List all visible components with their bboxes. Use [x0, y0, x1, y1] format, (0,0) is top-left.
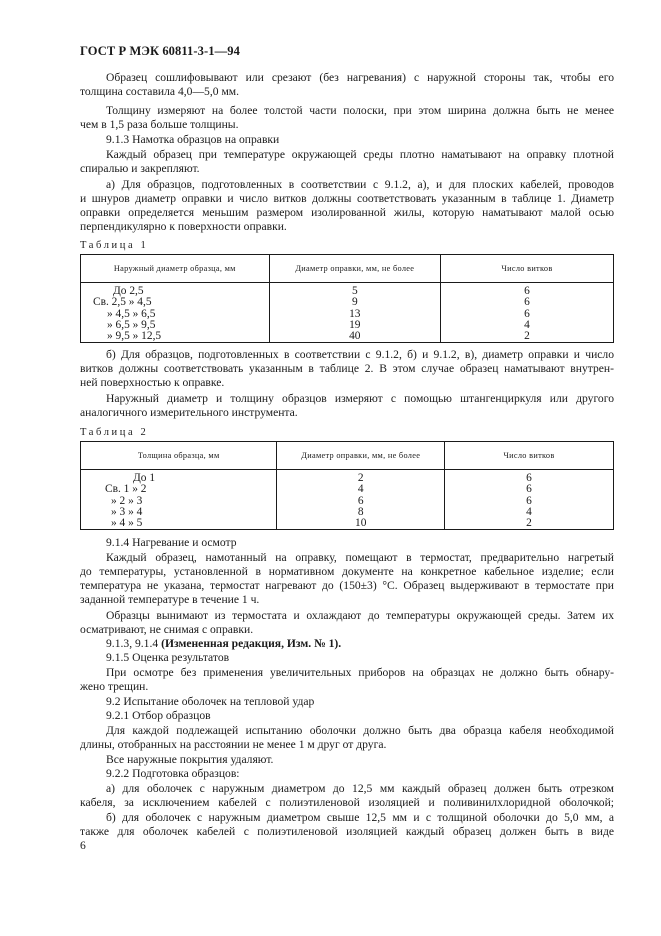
- paragraph-line: Образец сошлифовывают или срезают (без нагревания) с наружной стороны так, чтобы его: [106, 71, 614, 84]
- table-cell: 6: [524, 285, 530, 297]
- table-cell: » 9,5 » 12,5: [107, 330, 162, 343]
- table-header-cell: Наружный диаметр образца, мм: [81, 255, 270, 283]
- paragraph-line: спиралью и закрепляют.: [80, 162, 200, 175]
- paragraph-line: длины, отобранных на расстоянии не менее 1 м друг от друга.: [80, 738, 387, 751]
- table-cell: 10: [355, 517, 367, 530]
- paragraph-line: а) Для образцов, подготовленных в соответствии с 9.1.2, а), и для плоских кабелей, проводов: [106, 178, 614, 191]
- table-caption: Таблица 2: [80, 427, 149, 438]
- table-cell: 2: [526, 517, 532, 530]
- paragraph-line: оправки определяется меньшим размером изолированной жилы, которую наматывают малой осью: [80, 206, 614, 219]
- table-1: [80, 254, 614, 343]
- paragraph-line: Для каждой подлежащей испытанию оболочки должно быть два образца кабеля необходимой: [106, 724, 614, 737]
- paragraph-line: ней поверхностью к оправке.: [80, 376, 225, 389]
- table-2: [80, 441, 614, 530]
- paragraph-line: перпендикулярно к поверхности оправки.: [80, 220, 287, 233]
- table-cell: 8: [357, 505, 364, 518]
- paragraph-line: Толщину измеряют на более толстой части полоски, при этом ширина должна быть не менее: [106, 104, 614, 117]
- paragraph-line: также для оболочек кабелей с полиэтиленовой изоляцией каждый образец должен быть в виде: [80, 825, 614, 838]
- table-cell-column: [81, 470, 277, 530]
- table-header-cell: Диаметр оправки, мм, не более: [277, 442, 445, 470]
- table-cell: » 4 » 5: [111, 517, 143, 530]
- paragraph-line: Каждый образец при температуре окружающей среды плотно наматывают на оправку плотной: [106, 148, 614, 161]
- table-cell: 4: [524, 318, 530, 331]
- paragraph-line: температура не указана, термостат нагревают до (150±3) °С. Образец выдерживают в термостате при: [80, 579, 614, 592]
- table-header-cell: Число витков: [445, 442, 614, 470]
- paragraph-line: Все наружные покрытия удаляют.: [106, 753, 274, 766]
- paragraph-line: При осмотре без применения увеличительных приборов на образцах не должно быть обнару-: [106, 666, 614, 679]
- table-header-cell: Диаметр оправки, мм, не более: [269, 255, 440, 283]
- paragraph-line: аналогичного измерительного инструмента.: [80, 406, 298, 419]
- paragraph-line: а) для оболочек с наружным диаметром до 12,5 мм каждый образец должен быть отрезком: [106, 782, 614, 795]
- table-cell: » 6,5 » 9,5: [107, 318, 156, 331]
- table-header-cell: Число витков: [440, 255, 613, 283]
- table-cell: Св. 1 » 2: [105, 483, 147, 496]
- table-cell: 13: [349, 307, 361, 320]
- table-cell-column: [445, 470, 614, 530]
- table-cell-column: [277, 470, 445, 530]
- table-cell: 6: [524, 296, 530, 309]
- table-cell: » 4,5 » 6,5: [107, 307, 156, 320]
- section-heading: 9.1.4 Нагревание и осмотр: [106, 536, 237, 549]
- table-cell-column: [440, 283, 613, 343]
- table-cell: 19: [349, 318, 361, 331]
- paragraph-line: до температуры, установленной в нормативном документе на конкретное кабельное изделие; если: [80, 565, 614, 578]
- table-cell: » 2 » 3: [111, 494, 143, 507]
- paragraph-line: витков должны соответствовать указанным в таблице 2. В этом случае образец наматывают внутрен-: [80, 362, 614, 375]
- paragraph-line: б) Для образцов, подготовленных в соответствии с 9.1.2, б) и 9.1.2, в), диаметр оправки и число: [106, 348, 614, 361]
- section-heading: 9.1.5 Оценка результатов: [106, 651, 230, 664]
- paragraph-line: толщина составила 4,0—5,0 мм.: [80, 85, 240, 98]
- document-header: ГОСТ Р МЭК 60811-3-1—94: [80, 44, 240, 58]
- paragraph-line: заданной температуре в течение 1 ч.: [80, 593, 260, 606]
- table-cell: 5: [351, 285, 358, 297]
- amendment-clauses: 9.1.3, 9.1.4: [106, 637, 159, 650]
- table-cell-column: [81, 283, 270, 343]
- table-header-cell: Толщина образца, мм: [81, 442, 277, 470]
- amendment-text: (Измененная редакция, Изм. № 1).: [161, 637, 342, 650]
- table-cell: Св. 2,5 » 4,5: [93, 296, 152, 309]
- table-cell: До 2,5: [113, 285, 144, 297]
- paragraph-line: б) для оболочек с наружным диаметром свыше 12,5 мм и с толщиной оболочки до 5,0 мм, а: [106, 811, 614, 824]
- paragraph-line: жено трещин.: [80, 680, 149, 693]
- table-cell: 6: [526, 494, 532, 507]
- amendment-note: [106, 637, 341, 651]
- table-cell: 2: [524, 330, 530, 343]
- table-cell: 9: [351, 296, 358, 309]
- table-cell: 6: [357, 494, 364, 507]
- page-number: 6: [80, 839, 86, 852]
- table-cell: » 3 » 4: [111, 505, 143, 518]
- table-cell: 2: [357, 472, 364, 484]
- paragraph-line: чем в 1,5 раза больше толщины.: [80, 118, 239, 131]
- paragraph-line: Каждый образец, намотанный на оправку, помещают в термостат, предварительно нагретый: [106, 551, 614, 564]
- table-cell: 6: [526, 472, 532, 484]
- section-heading: 9.2 Испытание оболочек на тепловой удар: [106, 695, 315, 708]
- table-cell: До 1: [133, 472, 156, 484]
- table-caption: Таблица 1: [80, 240, 149, 251]
- table-cell: 40: [349, 330, 361, 343]
- table-cell-column: [269, 283, 440, 343]
- section-heading: 9.1.3 Намотка образцов на оправки: [106, 133, 280, 146]
- paragraph-line: Наружный диаметр и толщину образцов измеряют с помощью штангенциркуля или другого: [106, 392, 614, 405]
- paragraph-line: Образцы вынимают из термостата и охлаждают до температуры окружающей среды. Затем их: [106, 609, 614, 622]
- table-cell: 6: [524, 307, 530, 320]
- table-cell: 6: [526, 483, 532, 496]
- paragraph-line: и шнуров диаметр оправки и число витков должны соответствовать указанным в таблице 1. Диаметр: [80, 192, 614, 205]
- section-heading: 9.2.2 Подготовка образцов:: [106, 767, 240, 780]
- table-cell: 4: [357, 483, 364, 496]
- table-cell: 4: [526, 505, 532, 518]
- section-heading: 9.2.1 Отбор образцов: [106, 709, 211, 722]
- paragraph-line: кабеля, за исключением кабелей с полиэтиленовой изоляцией и поливинилхлоридной оболочкой;: [80, 796, 614, 809]
- paragraph-line: осматривают, не снимая с оправки.: [80, 623, 254, 636]
